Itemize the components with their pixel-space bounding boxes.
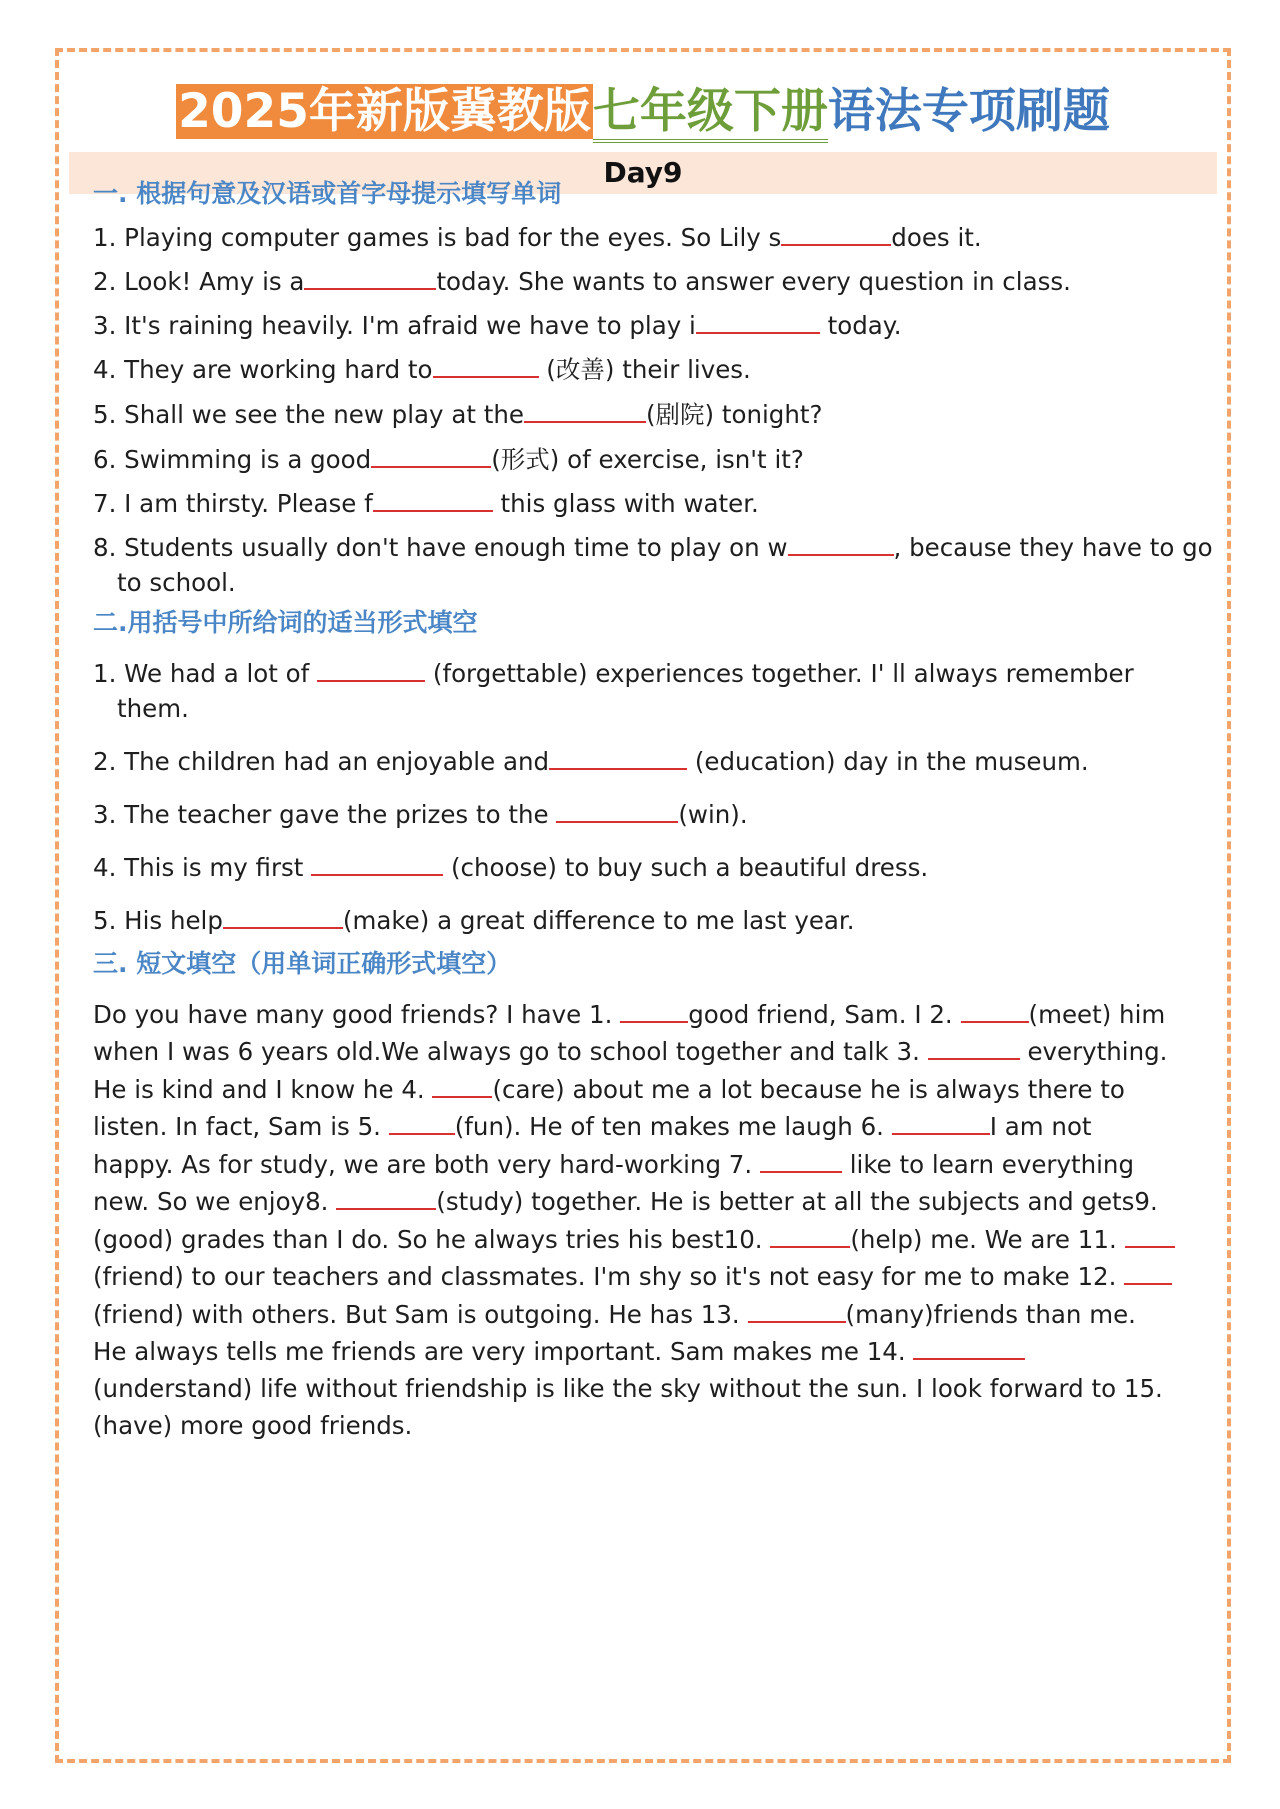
s2-question-2: 2. The children had an enjoyable and (education) day in the museum. bbox=[93, 744, 1203, 779]
passage-line-8: (friend) to our teachers and classmates. I'm shy so it's not easy for me to make 12. bbox=[93, 1259, 1203, 1294]
answer-blank[interactable] bbox=[760, 1147, 842, 1173]
title-part-1: 2025年新版冀教版 bbox=[178, 84, 591, 139]
answer-blank[interactable] bbox=[696, 308, 820, 334]
s1-question-8-cont: to school. bbox=[117, 568, 236, 597]
s2-question-5: 5. His help (make) a great difference to me last year. bbox=[93, 903, 1203, 938]
section-3-heading: 三. 短文填空（用单词正确形式填空） bbox=[93, 949, 512, 978]
s1-question-1: 1. Playing computer games is bad for the eyes. So Lily s does it. bbox=[93, 220, 1203, 255]
answer-blank[interactable] bbox=[433, 352, 539, 378]
answer-blank[interactable] bbox=[1125, 1222, 1175, 1248]
answer-blank[interactable] bbox=[223, 903, 343, 929]
title-part-2: 七年级下册 bbox=[593, 84, 828, 143]
answer-blank[interactable] bbox=[432, 1072, 492, 1098]
answer-blank[interactable] bbox=[524, 397, 646, 423]
answer-blank[interactable] bbox=[620, 997, 688, 1023]
section-2-heading: 二.用括号中所给词的适当形式填空 bbox=[93, 608, 478, 637]
page-title bbox=[59, 76, 1227, 148]
passage-line-3: He is kind and I know he 4. (care) about me a lot because he is always there to bbox=[93, 1072, 1203, 1107]
passage-line-2: when I was 6 years old.We always go to school together and talk 3. everything. bbox=[93, 1034, 1203, 1069]
answer-blank[interactable] bbox=[770, 1222, 850, 1248]
answer-blank[interactable] bbox=[928, 1034, 1020, 1060]
s1-question-2: 2. Look! Amy is a today. She wants to answer every question in class. bbox=[93, 264, 1203, 299]
answer-blank[interactable] bbox=[748, 1297, 846, 1323]
answer-blank[interactable] bbox=[371, 442, 491, 468]
answer-blank[interactable] bbox=[317, 656, 425, 682]
passage-line-4: listen. In fact, Sam is 5. (fun). He of ten makes me laugh 6. I am not bbox=[93, 1109, 1203, 1144]
answer-blank[interactable] bbox=[556, 797, 678, 823]
s1-question-6: 6. Swimming is a good (形式) of exercise, isn't it? bbox=[93, 442, 1203, 477]
answer-blank[interactable] bbox=[336, 1184, 436, 1210]
answer-blank[interactable] bbox=[892, 1109, 990, 1135]
day-label: Day9 bbox=[69, 152, 1217, 194]
answer-blank[interactable] bbox=[1124, 1259, 1172, 1285]
s1-question-7: 7. I am thirsty. Please f this glass with water. bbox=[93, 486, 1203, 521]
answer-blank[interactable] bbox=[373, 486, 493, 512]
answer-blank[interactable] bbox=[961, 997, 1029, 1023]
passage-line-12: (have) more good friends. bbox=[93, 1411, 413, 1440]
passage-line-1: Do you have many good friends? I have 1. good friend, Sam. I 2. (meet) him bbox=[93, 997, 1203, 1032]
title-part-3: 语法专项刷题 bbox=[827, 84, 1110, 139]
s1-question-4: 4. They are working hard to (改善) their lives. bbox=[93, 352, 1203, 387]
worksheet-page bbox=[55, 48, 1231, 1763]
s1-question-8: 8. Students usually don't have enough time to play on w , because they have to go bbox=[93, 530, 1203, 565]
answer-blank[interactable] bbox=[311, 850, 443, 876]
passage-line-6: new. So we enjoy8. (study) together. He is better at all the subjects and gets9. bbox=[93, 1184, 1203, 1219]
answer-blank[interactable] bbox=[788, 530, 894, 556]
s2-question-4: 4. This is my first (choose) to buy such a beautiful dress. bbox=[93, 850, 1203, 885]
s1-question-5: 5. Shall we see the new play at the (剧院) tonight? bbox=[93, 397, 1203, 432]
s2-question-3: 3. The teacher gave the prizes to the (win). bbox=[93, 797, 1203, 832]
answer-blank[interactable] bbox=[389, 1109, 455, 1135]
answer-blank[interactable] bbox=[549, 744, 687, 770]
passage-line-11: (understand) life without friendship is like the sky without the sun. I look forward to 15. bbox=[93, 1374, 1163, 1403]
s1-question-3: 3. It's raining heavily. I'm afraid we have to play i today. bbox=[93, 308, 1203, 343]
passage-line-5: happy. As for study, we are both very hard-working 7. like to learn everything bbox=[93, 1147, 1203, 1182]
s2-question-1-cont: them. bbox=[117, 694, 189, 723]
answer-blank[interactable] bbox=[913, 1334, 1025, 1360]
passage-line-7: (good) grades than I do. So he always tries his best10. (help) me. We are 11. bbox=[93, 1222, 1203, 1257]
answer-blank[interactable] bbox=[304, 264, 436, 290]
section-1-heading: 一. 根据句意及汉语或首字母提示填写单词 bbox=[93, 179, 562, 208]
answer-blank[interactable] bbox=[781, 220, 891, 246]
passage-line-9: (friend) with others. But Sam is outgoing. He has 13. (many)friends than me. bbox=[93, 1297, 1203, 1332]
s2-question-1: 1. We had a lot of (forgettable) experiences together. I' ll always remember bbox=[93, 656, 1203, 691]
passage-line-10: He always tells me friends are very important. Sam makes me 14. bbox=[93, 1334, 1203, 1369]
